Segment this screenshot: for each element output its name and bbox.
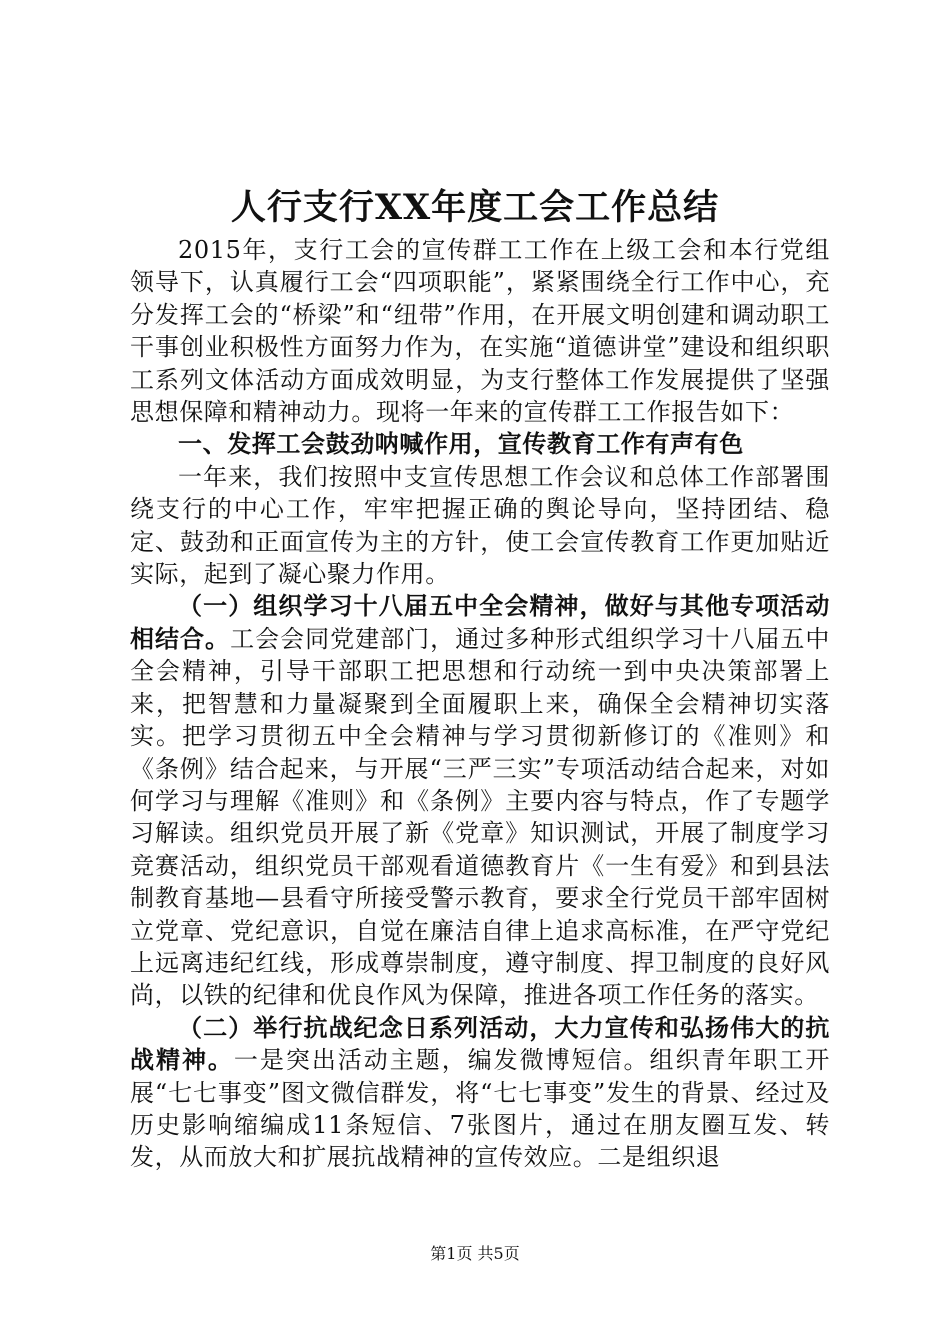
subsection-1-body: 工会会同党建部门，通过多种形式组织学习十八届五中全会精神，引导干部职工把思想和行动统一到中央决策部署上来，把智慧和力量凝聚到全面履职上来，确保全会精神切实落实。把学习贯彻五中全会精神与学习贯彻新修订的《准则》和《条例》结合起来，与开展“三严三实”专项活动结合起来，对如何学习与理解《准则》和《条例》主要内容与特点，作了专题学习解读。组织党员开展了新《党章》知识测试，开展了制度学习竞赛活动，组织党员干部观看道德教育片《一生有爱》和到县法制教育基地—县看守所接受警示教育，要求全行党员干部牢固树立党章、党纪意识，自觉在廉洁自律上追求高标准，在严守党纪上远离违纪红线，形成尊崇制度，遵守制度、捍卫制度的良好风尚，以铁的纪律和优良作风为保障，推进各项工作任务的落实。: [130, 624, 830, 1010]
subsection-2-heading: （二）举行抗战纪念日系列活动，大力宣传和弘扬伟大的抗战精神。: [130, 1012, 830, 1075]
section-heading-1: 一、发挥工会鼓劲呐喊作用，宣传教育工作有声有色: [178, 429, 744, 459]
subsection-1-paragraph: [130, 590, 830, 1011]
subsection-2-body: 一是突出活动主题，编发微博短信。组织青年职工开展“七七事变”图文微信群发，将“七七事变”发生的背景、经过及历史影响缩编成11条短信、7张图片，通过在朋友圈互发、转发，从而放大和扩展抗战精神的宣传效应。二是组织退: [130, 1046, 830, 1172]
document-body: [130, 234, 830, 1174]
subsection-1-heading: （一）组织学习十八届五中全会精神，做好与其他专项活动相结合。: [130, 591, 830, 653]
page-footer: 第1页 共5页: [430, 1244, 520, 1263]
intro-paragraph: 2015年，支行工会的宣传群工工作在上级工会和本行党组领导下，认真履行工会“四项职能”，紧紧围绕全行工作中心，充分发挥工会的“桥梁”和“纽带”作用，在开展文明创建和调动职工干事创业积极性方面努力作为，在实施“道德讲堂”建设和组织职工系列文体活动方面成效明显，为支行整体工作发展提供了坚强思想保障和精神动力。现将一年来的宣传群工工作报告如下：: [130, 236, 830, 427]
section-1-paragraph: 一年来，我们按照中支宣传思想工作会议和总体工作部署围绕支行的中心工作，牢牢把握正确的舆论导向，坚持团结、稳定、鼓劲和正面宣传为主的方针，使工会宣传教育工作更加贴近实际，起到了凝心聚力作用。: [130, 462, 830, 589]
document-title: 人行支行XX年度工会工作总结: [230, 187, 720, 228]
subsection-2-paragraph: [130, 1012, 830, 1174]
